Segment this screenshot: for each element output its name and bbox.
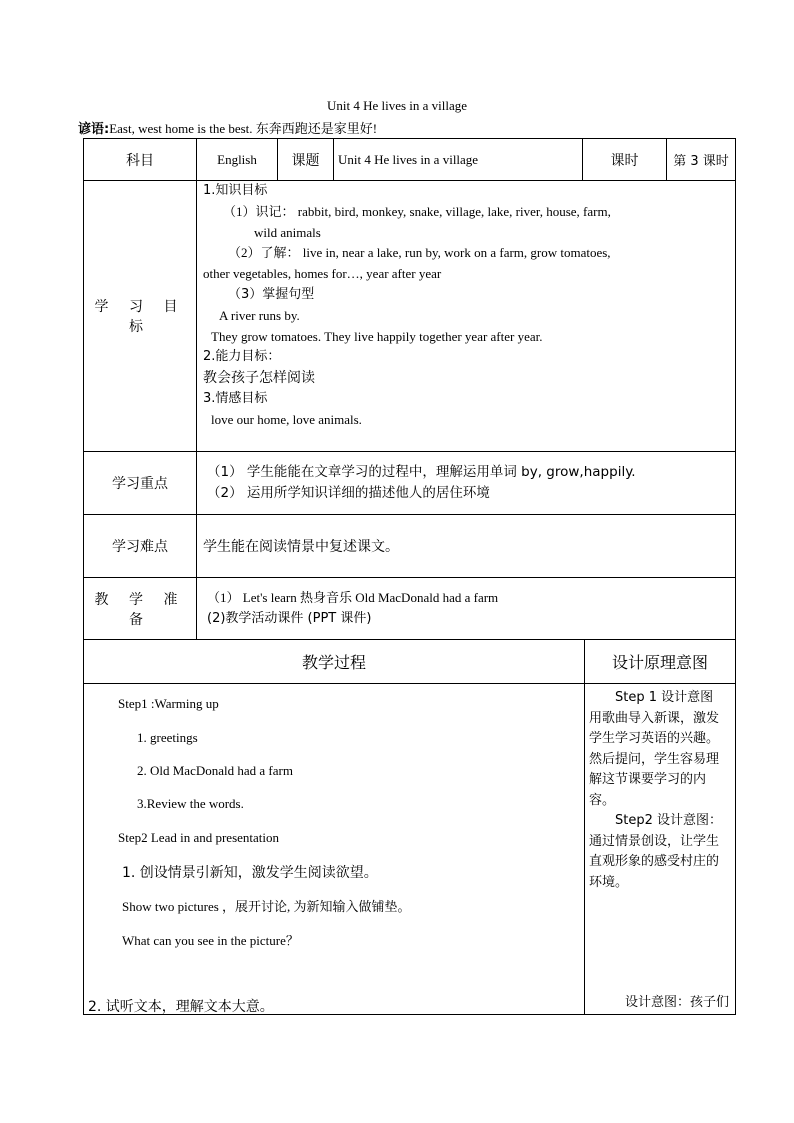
objective-line: They grow tomatoes. They live happily together year after year. <box>211 328 543 344</box>
process-steps <box>84 684 585 1015</box>
design-paragraph: Step2 设计意图：通过情景创设，让学生直观形象的感受村庄的环境。 <box>589 813 723 890</box>
preparation-label: 教 学 准 备 <box>84 578 197 640</box>
objective-line: 2.能力目标： <box>203 349 281 365</box>
objective-line: wild animals <box>254 224 321 240</box>
objective-line: 3.情感目标 <box>203 390 268 406</box>
process-line: Show two pictures ，展开讨论, 为新知输入做铺垫。 <box>122 899 411 914</box>
objectives-row <box>84 181 736 452</box>
key-points-label: 学习重点 <box>84 452 197 515</box>
topic-value: Unit 4 He lives in a village <box>334 139 583 181</box>
process-table <box>83 639 736 1015</box>
objective-line: （3）掌握句型 <box>228 286 315 302</box>
topic-label: 课题 <box>278 139 334 181</box>
difficulties-label: 学习难点 <box>84 515 197 578</box>
preparation-content <box>197 578 736 640</box>
objective-line: A river runs by. <box>219 307 300 323</box>
objective-line: other vegetables, homes for…, year after year <box>203 266 442 282</box>
design-paragraph: Step 1 设计意图 用歌曲导入新课，激发学生学习英语的兴趣。然后提问，学生容易理解这节课要学习的内容。 <box>589 690 720 808</box>
process-body-row <box>84 684 736 1015</box>
process-header-row <box>84 640 736 684</box>
process-line: Step1 :Warming up <box>118 696 219 711</box>
design-notes <box>585 684 736 1015</box>
difficulties-content: 学生能在阅读情景中复述课文。 <box>197 515 736 578</box>
period-value: 第 3 课时 <box>667 139 736 181</box>
document-title: Unit 4 He lives in a village <box>326 98 468 113</box>
design-text <box>589 688 729 893</box>
objectives-content <box>197 181 736 452</box>
objective-line: 1.知识目标 <box>203 183 268 198</box>
process-line: 2. Old MacDonald had a farm <box>137 763 293 778</box>
subject-value: English <box>197 139 278 181</box>
preparation-line: （1） Let's learn 热身音乐 Old MacDonald had a farm <box>207 589 499 605</box>
subject-label: 科目 <box>84 139 197 181</box>
design-header: 设计原理意图 <box>585 640 736 684</box>
process-line: Step2 Lead in and presentation <box>118 830 280 845</box>
process-header: 教学过程 <box>84 640 585 684</box>
proverb <box>78 118 377 137</box>
objectives-label: 学 习 目 标 <box>84 181 197 452</box>
difficulties-row <box>84 515 736 578</box>
objective-line: 教会孩子怎样阅读 <box>203 370 315 387</box>
process-line: 3.Review the words. <box>137 796 244 811</box>
info-row <box>84 139 736 181</box>
key-point-line: （1） 学生能能在文章学习的过程中，理解运用单词 by, grow,happily. <box>207 464 636 481</box>
process-line: 2. 试听文本，理解文本大意。 <box>88 999 274 1015</box>
proverb-label: 谚语: <box>78 122 110 137</box>
key-points-content <box>197 452 736 515</box>
key-point-line: （2） 运用所学知识详细的描述他人的居住环境 <box>207 485 490 501</box>
proverb-text: East, west home is the best. 东奔西跑还是家里好! <box>109 121 378 136</box>
process-line: 1. greetings <box>137 730 198 745</box>
objective-line: （2）了解： live in, near a lake, run by, work on a farm, grow tomatoes, <box>228 245 611 261</box>
key-points-row <box>84 452 736 515</box>
preparation-line: (2)教学活动课件 (PPT 课件) <box>207 610 372 626</box>
objective-line: love our home, love animals. <box>211 411 362 427</box>
process-line: What can you see in the picture？ <box>122 933 299 948</box>
preparation-row <box>84 578 736 640</box>
process-line: 1. 创设情景引新知，激发学生阅读欲望。 <box>122 865 378 881</box>
lesson-plan-table <box>83 138 736 640</box>
period-label: 课时 <box>583 139 667 181</box>
design-last-line: 设计意图：孩子们 <box>624 995 729 1010</box>
objective-line: （1）识记： rabbit, bird, monkey, snake, village, lake, river, house, farm, <box>223 203 611 219</box>
